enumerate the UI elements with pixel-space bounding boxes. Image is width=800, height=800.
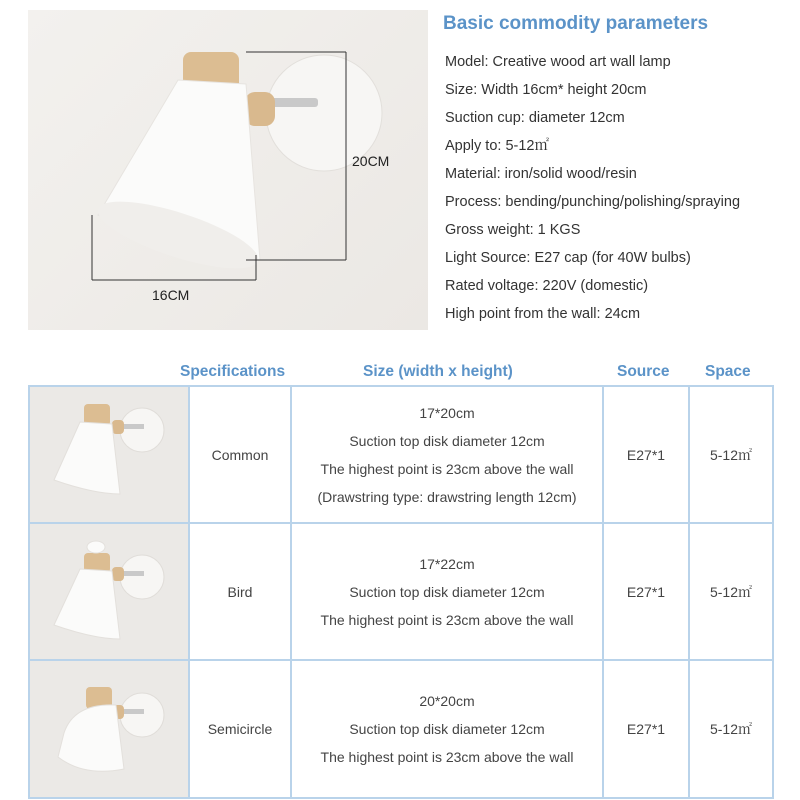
param-process: Process: bending/punching/polishing/spraying bbox=[445, 194, 741, 210]
row-space-bird: 5-12㎡ bbox=[689, 523, 773, 660]
wall-lamp-illustration bbox=[28, 10, 428, 330]
param-apply-to: Apply to: 5-12㎡ bbox=[445, 138, 549, 154]
row-name-common: Common bbox=[189, 386, 291, 523]
hero-product-image bbox=[28, 10, 428, 330]
table-row bbox=[29, 660, 773, 798]
size-line: 17*22cm bbox=[419, 555, 475, 572]
table-row bbox=[29, 386, 773, 523]
product-thumbnail-bird bbox=[29, 523, 189, 660]
row-space-common: 5-12㎡ bbox=[689, 386, 773, 523]
param-size: Size: Width 16cm* height 20cm bbox=[445, 82, 647, 98]
row-source-semicircle: E27*1 bbox=[603, 660, 689, 798]
row-size-semicircle bbox=[291, 660, 603, 798]
row-source-common: E27*1 bbox=[603, 386, 689, 523]
product-thumbnail-common bbox=[29, 386, 189, 523]
param-gross-weight: Gross weight: 1 KGS bbox=[445, 222, 581, 238]
header-source: Source bbox=[617, 363, 670, 380]
param-high-point: High point from the wall: 24cm bbox=[445, 306, 641, 322]
param-material: Material: iron/solid wood/resin bbox=[445, 166, 637, 182]
size-line: The highest point is 23cm above the wall bbox=[320, 611, 574, 628]
header-size: Size (width x height) bbox=[363, 363, 513, 380]
param-light-source: Light Source: E27 cap (for 40W bulbs) bbox=[445, 250, 691, 266]
row-size-bird bbox=[291, 523, 603, 660]
parameters-list bbox=[445, 48, 740, 328]
size-line: Suction top disk diameter 12cm bbox=[349, 721, 545, 737]
header-space: Space bbox=[705, 363, 751, 380]
wood-knob bbox=[245, 92, 275, 126]
header-specifications: Specifications bbox=[180, 363, 286, 380]
row-space-semicircle: 5-12㎡ bbox=[689, 660, 773, 798]
size-line: The highest point is 23cm above the wall bbox=[320, 749, 574, 765]
row-size-common bbox=[291, 386, 603, 523]
size-line: The highest point is 23cm above the wall bbox=[320, 460, 574, 477]
size-line: 20*20cm bbox=[419, 693, 475, 709]
product-thumbnail-semicircle bbox=[29, 660, 189, 798]
size-line: Suction top disk diameter 12cm bbox=[349, 583, 545, 600]
parameters-title: Basic commodity parameters bbox=[443, 13, 709, 34]
lamp-common-icon bbox=[44, 398, 174, 508]
param-rated-voltage: Rated voltage: 220V (domestic) bbox=[445, 278, 649, 294]
row-source-bird: E27*1 bbox=[603, 523, 689, 660]
table-row bbox=[29, 523, 773, 660]
param-model: Model: Creative wood art wall lamp bbox=[445, 54, 671, 70]
size-line: (Drawstring type: drawstring length 12cm) bbox=[317, 488, 577, 505]
size-line: Suction top disk diameter 12cm bbox=[349, 432, 545, 449]
lamp-semicircle-icon bbox=[44, 673, 174, 783]
row-name-bird: Bird bbox=[189, 523, 291, 660]
width-dimension-label: 16CM bbox=[152, 287, 190, 303]
size-line: 17*20cm bbox=[419, 404, 475, 421]
row-name-semicircle: Semicircle bbox=[189, 660, 291, 798]
param-suction-cup: Suction cup: diameter 12cm bbox=[445, 110, 625, 126]
spec-table bbox=[28, 385, 774, 799]
height-dimension-label: 20CM bbox=[352, 153, 390, 169]
lamp-bird-icon bbox=[44, 535, 174, 645]
